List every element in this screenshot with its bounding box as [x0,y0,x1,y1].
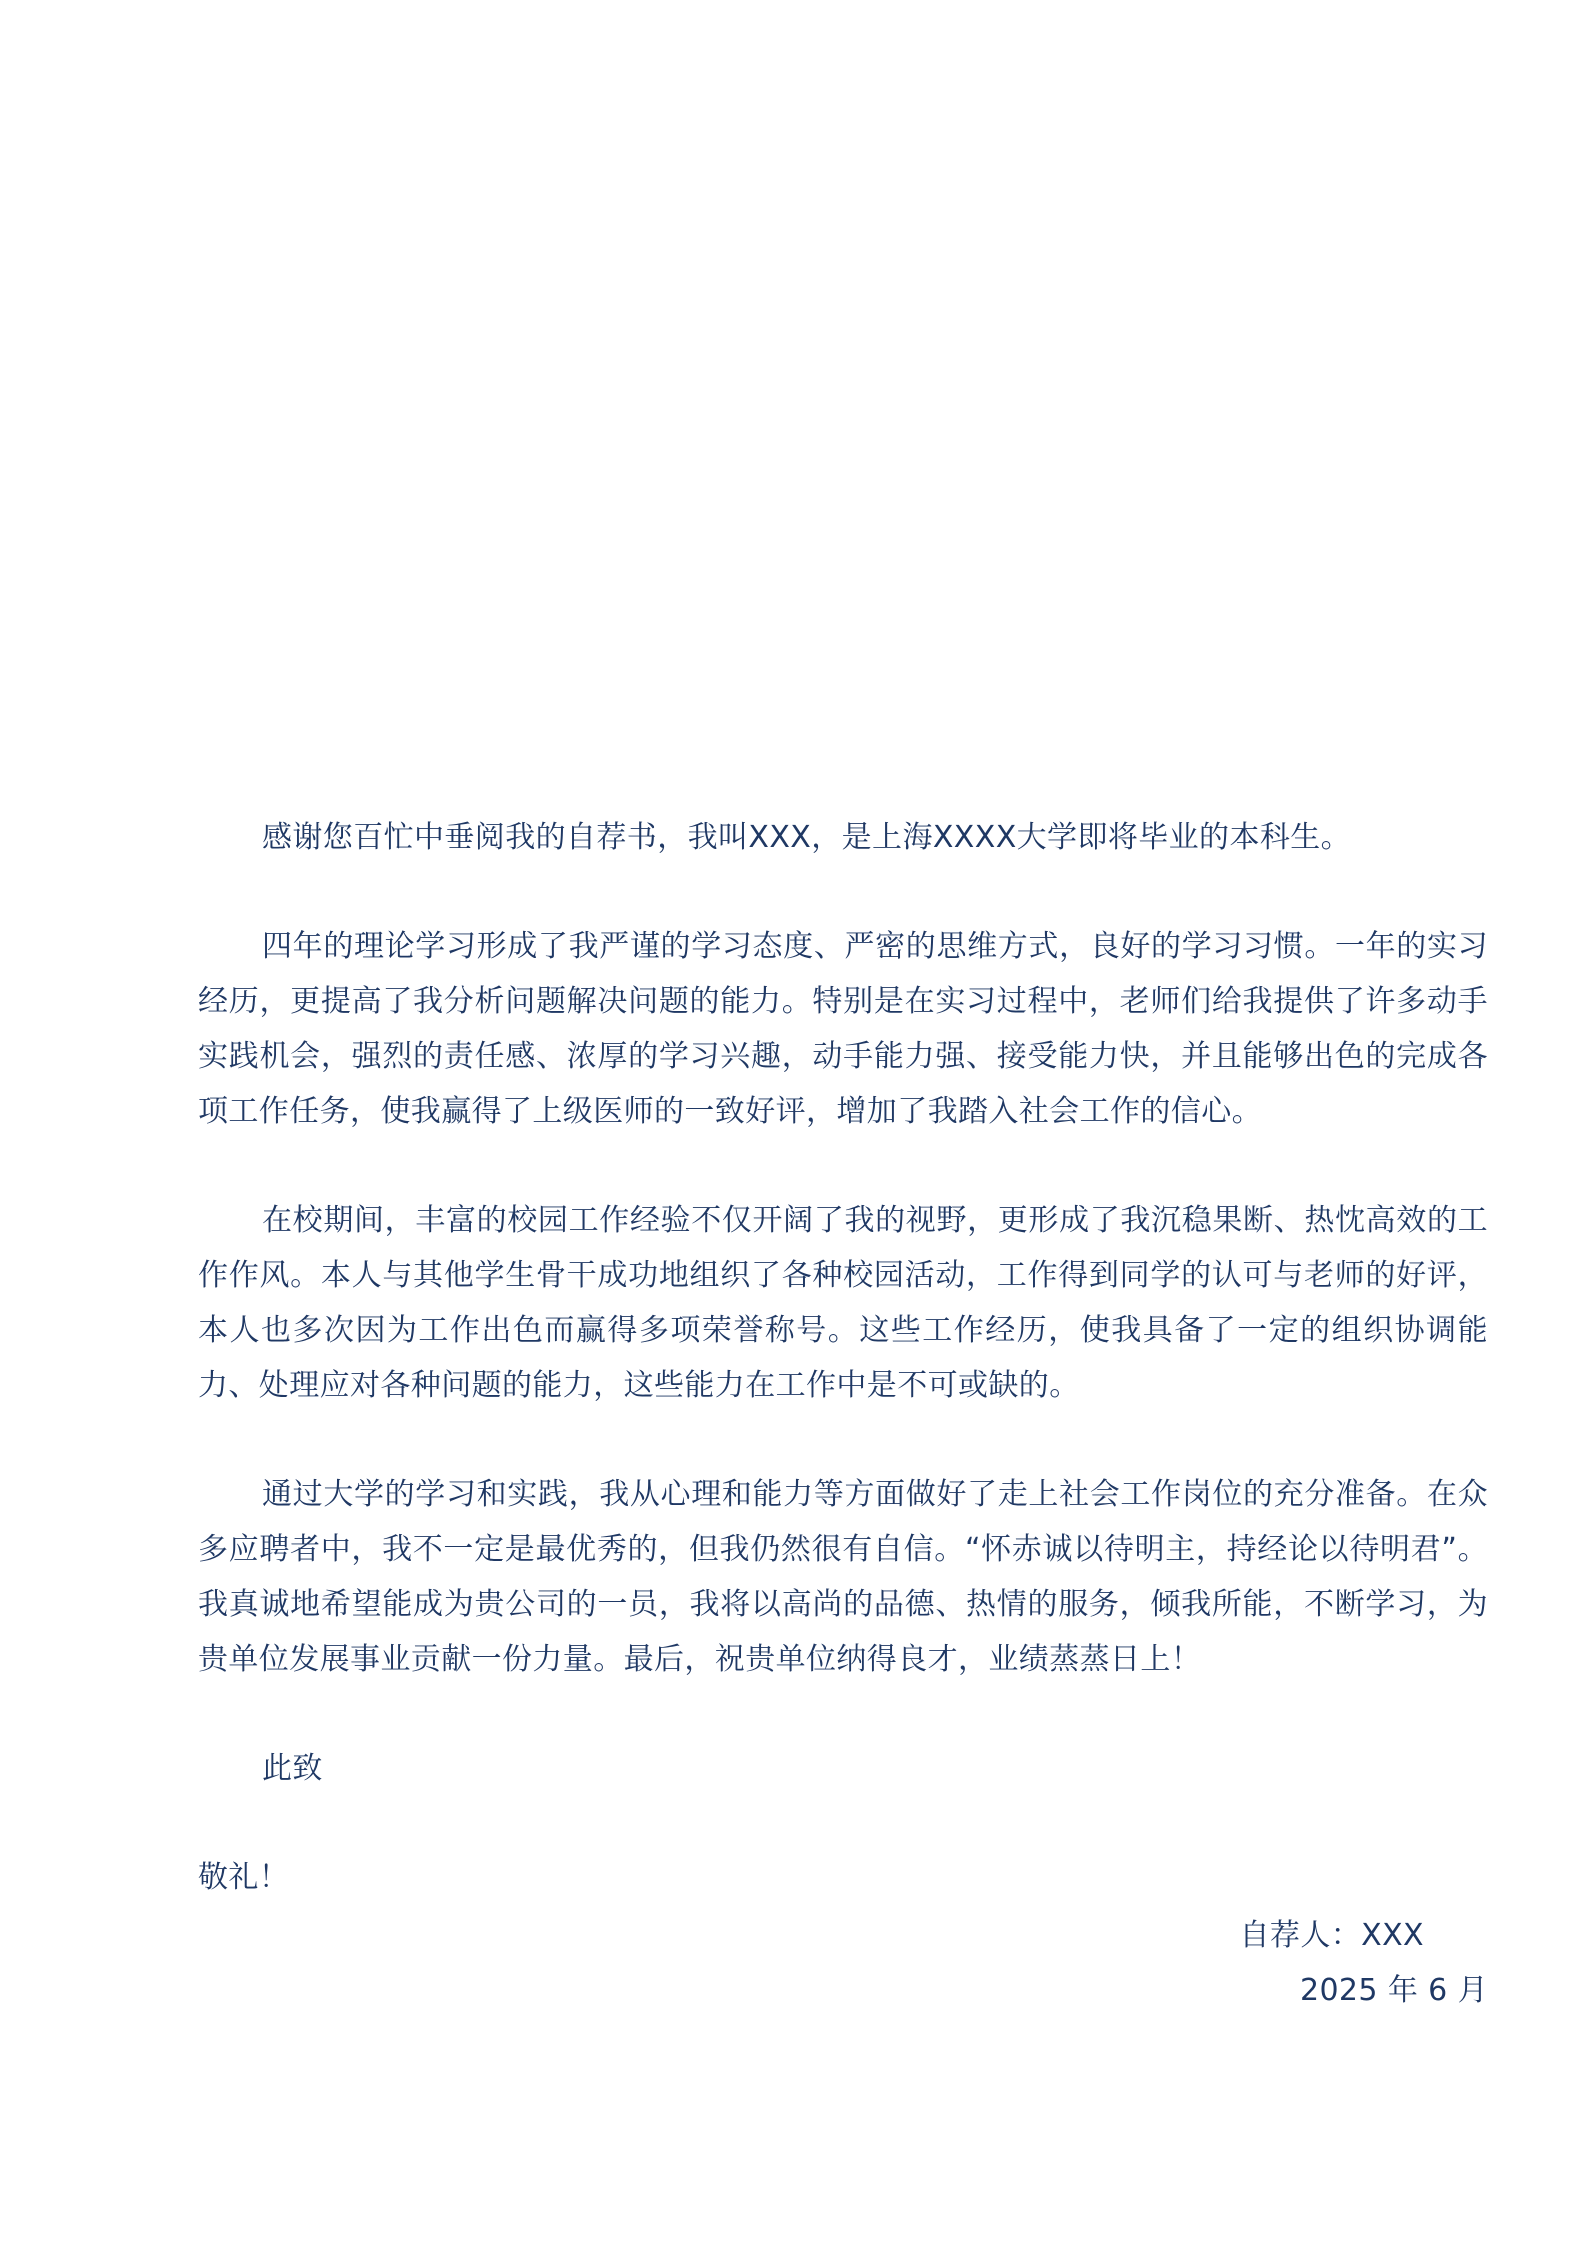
paragraph-campus: 在校期间，丰富的校园工作经验不仅开阔了我的视野，更形成了我沉稳果断、热忱高效的工作作风。本人与其他学生骨干成功地组织了各种校园活动，工作得到同学的认可与老师的好评，本人也多次因为工作出色而赢得多项荣誉称号。这些工作经历，使我具备了一定的组织协调能力、处理应对各种问题的能力，这些能力在工作中是不可或缺的。 [198,1203,1488,1403]
salute-text: 敬礼！ [198,1860,290,1895]
signature-block [1240,1908,1488,2018]
signer-name: 自荐人：XXX [1239,1918,1424,1953]
paragraph-intro: 感谢您百忙中垂阅我的自荐书，我叫XXX，是上海XXXX大学即将毕业的本科生。 [262,820,1352,855]
letter-body [198,810,1488,1905]
paragraph-study: 四年的理论学习形成了我严谨的学习态度、严密的思维方式，良好的学习习惯。一年的实习经历，更提高了我分析问题解决问题的能力。特别是在实习过程中，老师们给我提供了许多动手实践机会，强烈的责任感、浓厚的学习兴趣，动手能力强、接受能力快，并且能够出色的完成各项工作任务，使我赢得了上级医师的一致好评，增加了我踏入社会工作的信心。 [198,929,1488,1129]
letter-date: 2025 年 6 月 [1299,1973,1488,2008]
closing-text: 此致 [262,1751,323,1786]
paragraph-conclusion: 通过大学的学习和实践，我从心理和能力等方面做好了走上社会工作岗位的充分准备。在众多应聘者中，我不一定是最优秀的，但我仍然很有自信。“怀赤诚以待明主，持经论以待明君”。我真诚地希望能成为贵公司的一员，我将以高尚的品德、热情的服务，倾我所能，不断学习，为贵单位发展事业贡献一份力量。最后，祝贵单位纳得良才，业绩蒸蒸日上！ [198,1477,1488,1677]
